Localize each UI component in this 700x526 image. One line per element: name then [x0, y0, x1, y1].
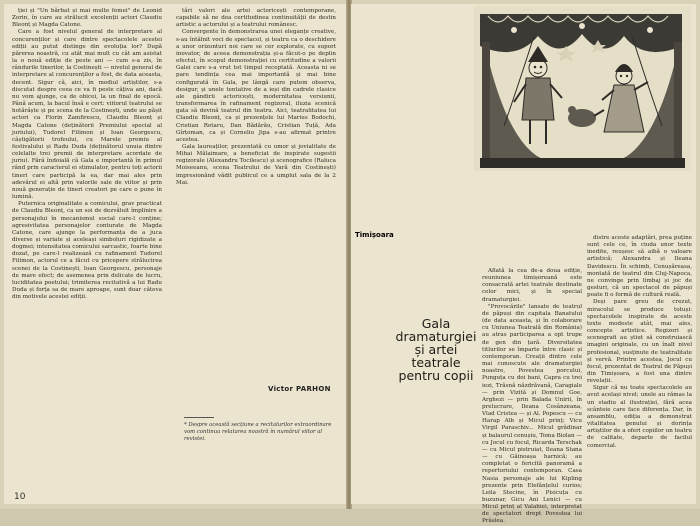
right-column-1	[482, 268, 582, 525]
paragraph: ției și "Un bărbat și mai multe femei" de Leonid Zorin, în care au strălucit excelenții actori Claudiu Bleonț și Magda Catone.	[12, 8, 162, 29]
paragraph: Gala laureaților, prezentată cu umor și jovialitate de Mihai Mălaimare, a beneficiat de inspirate sugestii regizorale (Alexandru Tocilescu) și scenografice (Raluca Moiseeanu, scena Teatrului de Vară din Costinești) impresionând vădit publicul ce a umplut sala de la 2 Mai.	[176, 143, 336, 186]
title-line: teatrale	[411, 355, 461, 370]
title-line: și artei	[414, 342, 458, 357]
location-heading: Timișoara	[355, 231, 394, 239]
footnote-rule	[184, 417, 214, 418]
footnote: * Despre această secțiune a recitalurilor extraordinare vom continua relatarea noastră în numărul viitor al revistei.	[184, 422, 332, 442]
puppet-theatre-illustration	[474, 6, 691, 171]
title-line: Gala	[421, 316, 451, 331]
left-column-2	[176, 8, 336, 380]
page-number: 10	[14, 492, 26, 502]
author-signature: Victor PARHON	[268, 385, 331, 393]
paragraph: Convergente în demonstrarea unei eleganțe creative, s-au întâlnit voci de spectacol, și teatru ca o deschidere a unor orizonturi noi care se cer explorate, cu suport inovator, de aceea demonstrația și-a făcut-o pe deplin efectul, în scopul demonstrației cu certitudine a valorii Galei care s-a vrut tot timpul receptată. Aceasta ni se pare tendința cea mai importantă și mai bine configurată în Gala, pe lângă care putem observa, desigur, și unele tentative de a ieși din cadrele clasice ale gândirii actoricești, modernitatea versiunii, transformarea în rafinament regizoral, iluzia scenică gata să devină teatrul din teatru. Aici, teatralitatea lui Claudiu Bleonț, ca și prezențele lui Marius Bodochi, Cristian Rotaru, Dan Bădărău, Cristian Tuță, Ada Gîrțoman, ca și Corneliu Jipa s-au afirmat printre acestea.	[176, 29, 336, 143]
paragraph: Sigur că nu toate spectacolele au avut același nivel; unele au rămas la un stadiu al ilustrației, fără acea scânteie care face diferența. Dar, în ansamblu, ediția a demonstrat vitalitatea genului și dorința artiștilor de a oferi copiilor un teatru de calitate, departe de facilul comercial.	[587, 385, 693, 449]
left-page	[4, 4, 348, 504]
paragraph: tări valori ale artei actoricești contemporane, capabile să ne dea certitudinea continuității de destin artistic a actorului și a teatrului românesc.	[176, 8, 336, 29]
paragraph: Care a fost nivelul general de interpretare al concurenților și care dintre spectacolele acestei ediții au putut distinge din evoluția lor? După părerea noastră, cu atât mai mult cu cât am asistat la o nouă ediție de peste ani — cum s-a zis, în rândurile tinerilor, la Costinești — nivelul general de interpretare al concurenților a fost, de data aceasta, decent. Sigur că, aici, în mediul artiștilor, s-a discutat despre ceea ce va fi peste câțiva ani, dacă nu vom ajunge, ca de obicei, la un final de epocă. Până acum, la bacul însă e cert: viitorul teatrului se hotărăște și pe scena de la Costinești, unde au pășit actori ca Florin Zamfirescu, Claudiu Bleonț și Magda Catone (deținătorii Premiului special al juriului), Tudorel Filimon și Ioan Georgescu, câștigătorii trofeului, cu Marele premiu al festivalului și Radu Duda (deținătorul unuia dintre celelalte trei premii de interpretare acordate de juriu). Fără îndoială că Gala e importantă în primul rând prin caracterul ei stimulator, pentru toți actorii tineri care participă la ea, dar mai ales prin adevărul ei altă prin valorile sale de viitor și prin nouă generație de tineri creatori pe care o pune în lumină.	[12, 29, 162, 201]
paragraph: Aflată la cea de-a doua ediție, reuniunea timișoreană este consacrată artei teatrale destinate celor mici, și în special dramaturgiei.	[482, 268, 582, 303]
paragraph: distre aceste adaptări, prea puține sunt cele ce, în ciuda unor texte inedite, reușesc să aibă o valoare artistică; Alexandra și Ileana Davidescu. În schimb, Cenușăreasa, montată de teatrul din Cluj-Napoca, ne convinge prin limbaj și joc de gesturi, că un spectacol de păpuși poate fi o formă de cultură reală.	[587, 235, 692, 299]
title-line: dramaturgiei	[395, 329, 477, 344]
right-column-2	[587, 235, 692, 505]
left-column-1	[12, 8, 162, 483]
paragraph: "Provocările" lansate de teatrul de păpuși din capitala Banatului (de data aceasta, și în colaborare cu Uniunea Teatrală din România) au atras participarea a opt trupe de gen din țară. Diversitatea titlurilor se împarte între clasic și contemporan. Creații dintre cele mai cunoscute ale dramaturgiei noastre, Povestea porcului, Punguța cu doi bani, Capra cu trei iezi, Trăsnă năzdrăvană, Caragiale — prin Vizită și Domnul Goe, Arghezi — prin Balada Unirii, în prelucrare, Ileana Cosânzeana, Vlad Cristea — și Al. Popescu — cu Harap Alb și Micul prinț; Vicu Virgil Paraschiv... Micul grădinar și balaurul cenușiu, Toma Biolan — cu Jocul cu focul, Ricarda Terschak — cu Micul pistruiat, Ileana Stana — cu Găinoașa harnică; au completat o fericită panoramă a repertoriului contemporan. Casa Nasia personaje ale lui Kipling prezente prin Elefănțelul curios; Leila Stecine, în Pisicuța cu buzunar, Gicu Ani Lenici — cu Micul prinț al Valahiei, interpretat de spectatori drept Povestea lui Prâslea.	[482, 303, 582, 525]
paragraph: Deși pare greu de crezut, miracolul se produce totuși: spectacolele inspirate de aceste texte modeste atât, mai ales, concepte artistice. Regizori și scenografi au știut să construiască imagini originale, cu un înalt nivel profesional, susținute de teatralitate și vervă. Printre acestea, Jocul cu focul, prezentat de Teatrul de Păpuși din Timișoara, a fost una dintre revelații.	[587, 299, 692, 385]
paragraph: Puternica originalitate a comicului, grav practicat de Claudiu Bleonț, ca un soi de dezvăluit împlinire a personajului în mecanismul social care-l conține; agresivitatea personajelor conturate de Magda Catone, care ajunge la performanța de a juca diverse și variate și aceleași simboluri rigidizate a dogmei; intensitatea comicului sarcastic, foarte bine dozat, pe care-l realizează cu rafinament Tudorel Filimon, actorul ce a făcut cu pricepere strălucirea scenei de la Costinești, Ioan Georgescu, personaje de mare efect; de asemenea prin delicate de lucru, luciditatea poetului; trimiterea recitativă a lui Radu Duda și forța sa de mare aproape, sunt doar câteva din motivele acestei ediții.	[12, 201, 162, 301]
article-title	[387, 317, 485, 382]
title-line: pentru copii	[398, 368, 474, 383]
